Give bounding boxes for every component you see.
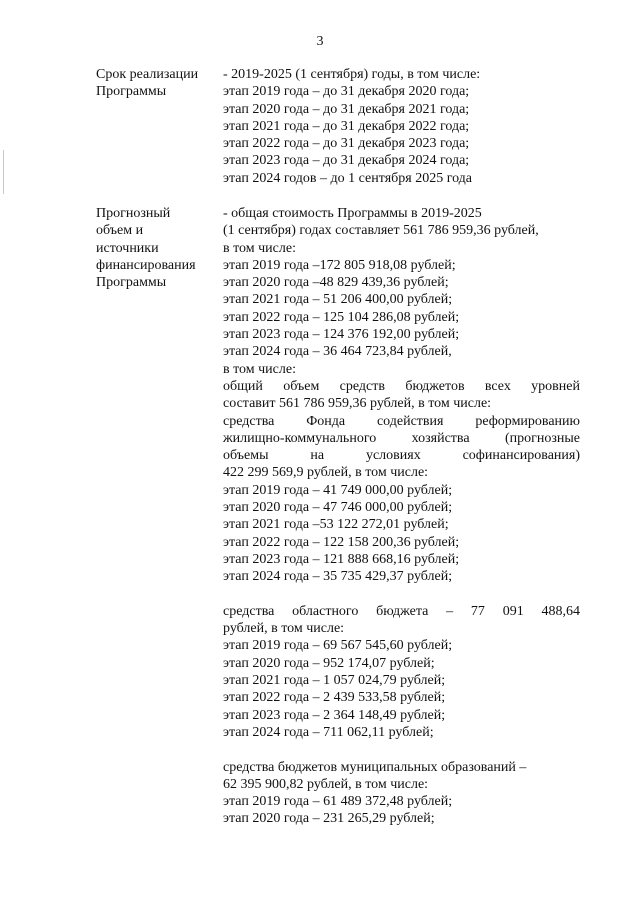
content-line: этап 2023 года – 124 376 192,00 рублей; [223,327,460,343]
content-line: жилищно-коммунального хозяйства (прогнозные [223,430,580,446]
content-line: этап 2024 года – 35 735 429,37 рублей; [223,569,453,585]
section-content [223,205,580,828]
total-cost-block [223,205,580,586]
section-label [96,205,216,291]
content-line: этап 2022 года – 2 439 533,58 рублей; [223,690,446,706]
content-line: - 2019-2025 (1 сентября) годы, в том числе: [223,67,481,82]
label-line: объем и [96,223,144,239]
label-line: Прогнозный [96,206,171,221]
content-line: этап 2024 года – 711 062,11 рублей; [223,724,434,740]
content-line: этап 2022 года – до 31 декабря 2023 года; [223,136,470,152]
label-line: финансирования [96,257,196,273]
content-line: 422 299 569,9 рублей, в том числе: [223,465,429,481]
content-line: в том числе: [223,361,296,377]
content-line: объемы на условиях софинансирования) [223,448,580,464]
section-label [96,66,216,101]
content-line: - общая стоимость Программы в 2019-2025 [223,206,482,221]
content-line: этап 2024 года – 36 464 723,84 рублей, [223,344,452,360]
content-line: этап 2024 годов – до 1 сентября 2025 года [223,170,473,186]
content-line: этап 2021 года –53 122 272,01 рублей; [223,517,449,533]
paragraph-gap [223,741,580,758]
content-line: этап 2020 года – 231 265,29 рублей; [223,811,435,827]
content-line: этап 2019 года – 41 749 000,00 рублей; [223,482,453,498]
regional-budget-block [223,603,580,741]
content-line: этап 2022 года – 125 104 286,08 рублей; [223,309,460,325]
content-line: этап 2021 года – 1 057 024,79 рублей; [223,673,446,689]
content-line: этап 2020 года –48 829 439,36 рублей; [223,275,449,291]
label-line: источники [96,240,159,256]
content-line: этап 2023 года – 121 888 668,16 рублей; [223,551,460,567]
content-line: этап 2020 года – 952 174,07 рублей; [223,655,435,671]
page-number: 3 [316,34,324,49]
content-line: этап 2020 года – до 31 декабря 2021 года; [223,101,470,117]
label-line: Программы [96,275,167,291]
scan-margin-mark [3,150,4,194]
content-line: общий объем средств бюджетов всех уровней [223,378,580,394]
content-line: этап 2019 года – 61 489 372,48 рублей; [223,794,453,810]
content-line: составит 561 786 959,36 рублей, в том числе: [223,396,492,412]
content-line: этап 2019 года –172 805 918,08 рублей; [223,257,456,273]
content-line: (1 сентября) годах составляет 561 786 959,36 рублей, [223,223,539,239]
content-line: средства областного бюджета – 77 091 488,64 [223,603,580,619]
section-content [223,66,580,187]
content-line: этап 2021 года – 51 206 400,00 рублей; [223,292,453,308]
content-line: этап 2021 года – до 31 декабря 2022 года; [223,118,470,134]
content-line: этап 2020 года – 47 746 000,00 рублей; [223,500,453,516]
municipal-budget-block [223,759,580,828]
content-line: этап 2019 года – до 31 декабря 2020 года; [223,84,470,100]
label-line: Срок реализации [96,67,199,82]
content-line: этап 2019 года – 69 567 545,60 рублей; [223,638,453,654]
content-line: средства Фонда содействия реформированию [223,413,580,429]
content-line: 62 395 900,82 рублей, в том числе: [223,776,429,792]
content-line: этап 2023 года – до 31 декабря 2024 года; [223,153,470,169]
content-line: в том числе: [223,240,296,256]
paragraph-gap [223,586,580,603]
content-line: этап 2022 года – 122 158 200,36 рублей; [223,534,460,550]
content-line: средства бюджетов муниципальных образований – [223,759,527,775]
content-line: рублей, в том числе: [223,621,345,637]
content-line: этап 2023 года – 2 364 148,49 рублей; [223,707,446,723]
label-line: Программы [96,84,167,100]
